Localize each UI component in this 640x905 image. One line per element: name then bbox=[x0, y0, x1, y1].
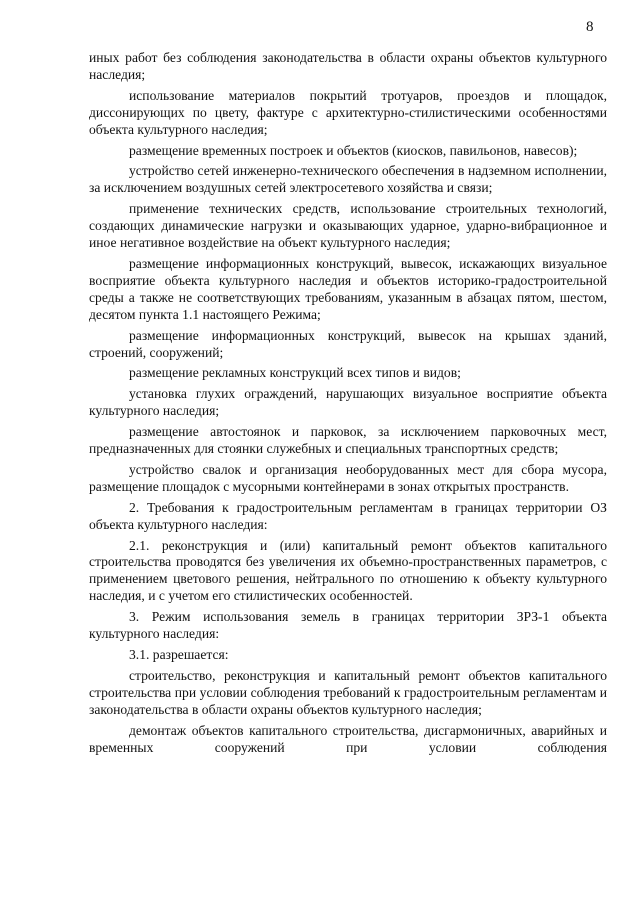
paragraph-2: использование материалов покрытий тротуаров, проездов и площадок, диссонирующих по цвету, фактуре с архитектурно-стилистическими особенностями объекта культурного наследия; bbox=[89, 87, 607, 137]
section-2-heading: 2. Требования к градостроительным регламентам в границах территории ОЗ объекта культурного наследия: bbox=[89, 499, 607, 532]
paragraph-11: устройство свалок и организация необорудованных мест для сбора мусора, размещение площадок с мусорными контейнерами в зонах открытых пространств. bbox=[89, 461, 607, 494]
paragraph-demolition: демонтаж объектов капитального строительства, дисгармоничных, аварийных и временных сооружений при условии соблюдения bbox=[89, 722, 607, 755]
section-2-1: 2.1. реконструкция и (или) капитальный ремонт объектов капитального строительства проводятся без увеличения их объемно-пространственных параметров, с применением цветового решения, нейтрального по отношению к объекту культурного наследия, и с учетом его стилистических особенностей. bbox=[89, 537, 607, 604]
paragraph-6: размещение информационных конструкций, вывесок, искажающих визуальное восприятие объекта культурного наследия и объектов историко-градостроительной среды а также не соответствующих требованиям, указанным в абзацах пятом, шестом, десятом пункта 1.1 настоящего Режима; bbox=[89, 255, 607, 322]
page-number: 8 bbox=[586, 19, 594, 35]
paragraph-1: иных работ без соблюдения законодательства в области охраны объектов культурного наследия; bbox=[89, 50, 607, 82]
paragraph-4: устройство сетей инженерно-технического обеспечения в надземном исполнении, за исключением воздушных сетей электросетевого хозяйства и связи; bbox=[89, 163, 607, 196]
paragraph-10: размещение автостоянок и парковок, за исключением парковочных мест, предназначенных для стоянки служебных и специальных транспортных средств; bbox=[89, 424, 607, 457]
paragraph-3: размещение временных построек и объектов (киосков, павильонов, навесов); bbox=[129, 142, 578, 158]
document-body bbox=[89, 50, 607, 756]
section-3-heading: 3. Режим использования земель в границах территории ЗРЗ-1 объекта культурного наследия: bbox=[89, 609, 607, 642]
section-3-1: 3.1. разрешается: bbox=[129, 647, 229, 662]
paragraph-8: размещение рекламных конструкций всех типов и видов; bbox=[129, 365, 461, 381]
paragraph-7: размещение информационных конструкций, вывесок на крышах зданий, строений, сооружений; bbox=[89, 327, 607, 360]
paragraph-5: применение технических средств, использование строительных технологий, создающих динамические нагрузки и оказывающих ударное, ударно-вибрационное и иное негативное воздействие на объект культурного наследия; bbox=[89, 201, 607, 251]
paragraph-9: установка глухих ограждений, нарушающих визуальное восприятие объекта культурного наследия; bbox=[89, 386, 607, 419]
paragraph-construction: строительство, реконструкция и капитальный ремонт объектов капитального строительства при условии соблюдения требований к градостроительным регламентам и законодательства в области охраны объектов культурного наследия; bbox=[89, 667, 607, 717]
